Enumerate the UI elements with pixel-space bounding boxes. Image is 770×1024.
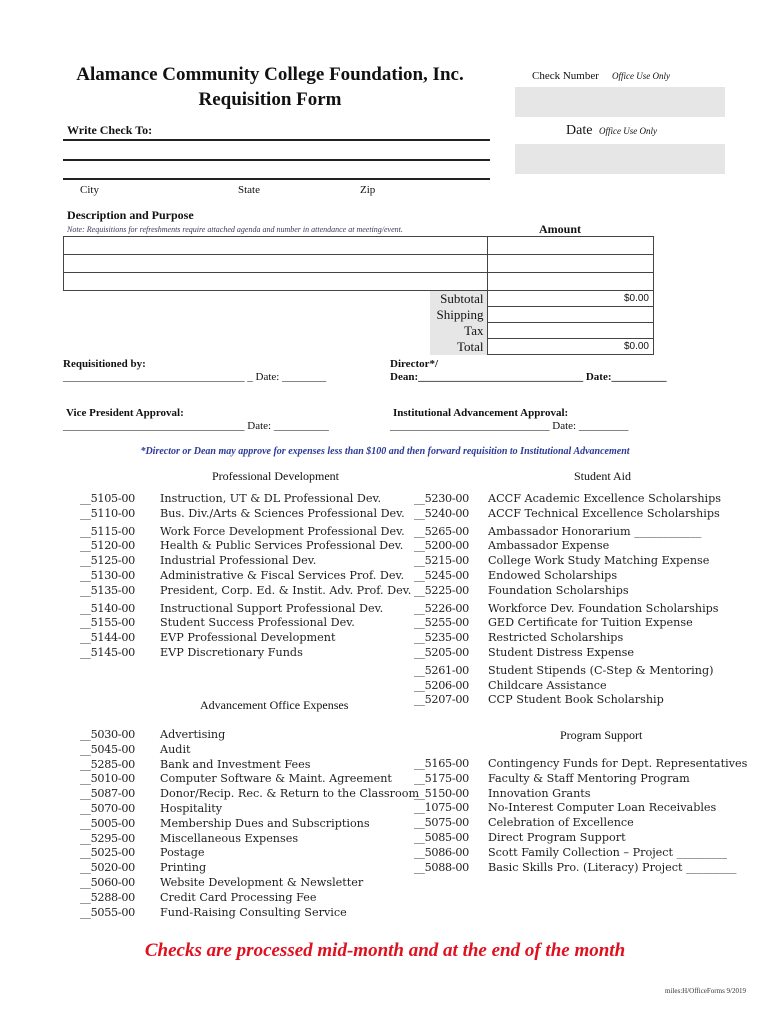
form-title-line1: Alamance Community College Foundation, Inc. bbox=[76, 64, 464, 85]
list-item-label: Instructional Support Professional Dev. bbox=[160, 601, 384, 615]
list-item-code[interactable]: __5150-00 bbox=[414, 786, 469, 800]
list-item-label: Credit Card Processing Fee bbox=[160, 890, 317, 904]
list-item-label: Bank and Investment Fees bbox=[160, 757, 311, 771]
list-item-code[interactable]: __5070-00 bbox=[80, 801, 135, 815]
form-title bbox=[60, 62, 480, 112]
description-cell[interactable] bbox=[64, 255, 488, 273]
date-label: Date bbox=[566, 123, 593, 138]
list-item-label: Advertising bbox=[160, 728, 226, 741]
list-item-code[interactable]: __5175-00 bbox=[414, 771, 469, 785]
list-item-code[interactable]: __5087-00 bbox=[80, 787, 135, 801]
refreshment-note: Note: Requisitions for refreshments require attached agenda and number in attendance at meeting/event. bbox=[67, 225, 403, 234]
list-item-label: Bus. Div./Arts & Sciences Professional Dev. bbox=[160, 506, 405, 520]
list-item-label: Childcare Assistance bbox=[488, 678, 607, 692]
list-item-code[interactable]: __5125-00 bbox=[80, 554, 135, 568]
list-item-code[interactable]: __5207-00 bbox=[414, 693, 469, 707]
list-item-label: Contingency Funds for Dept. Representatives bbox=[488, 757, 748, 770]
shipping-value[interactable] bbox=[488, 307, 654, 323]
list-item-label: Celebration of Excellence bbox=[488, 816, 634, 830]
student-aid-labels bbox=[488, 492, 721, 708]
vp-approval-label: Vice President Approval: bbox=[66, 407, 184, 419]
dean-line[interactable]: Dean:______________________________ Date:__________ bbox=[390, 371, 667, 383]
list-item-code[interactable]: __5245-00 bbox=[414, 568, 469, 582]
professional-development-codes bbox=[80, 492, 135, 661]
list-item-code[interactable]: __1075-00 bbox=[414, 801, 469, 815]
professional-development-labels bbox=[160, 492, 411, 661]
vp-approval-line[interactable]: _________________________________ Date: __________ bbox=[63, 420, 329, 432]
date-field[interactable] bbox=[515, 144, 725, 174]
list-item-label: Computer Software & Maint. Agreement bbox=[160, 772, 392, 786]
list-item-code[interactable]: __5005-00 bbox=[80, 816, 135, 830]
advancement-codes bbox=[80, 728, 135, 920]
list-item-code[interactable]: __5130-00 bbox=[80, 568, 135, 582]
list-item-label: Ambassador Expense bbox=[488, 539, 610, 553]
list-item-label: Foundation Scholarships bbox=[488, 583, 629, 597]
ia-approval-label: Institutional Advancement Approval: bbox=[393, 407, 569, 419]
list-item-label: Faculty & Staff Mentoring Program bbox=[488, 771, 690, 785]
zip-label: Zip bbox=[360, 184, 376, 196]
list-item-label: Administrative & Fiscal Services Prof. Dev. bbox=[160, 568, 405, 582]
list-item-code[interactable]: __5288-00 bbox=[80, 890, 135, 904]
list-item-code[interactable]: __5105-00 bbox=[80, 492, 135, 505]
date-office-use: Office Use Only bbox=[599, 126, 657, 136]
list-item-code[interactable]: __5135-00 bbox=[80, 583, 135, 597]
total-label: Total bbox=[430, 339, 487, 355]
list-item-label: EVP Discretionary Funds bbox=[160, 645, 303, 659]
list-item-code[interactable]: __5265-00 bbox=[414, 524, 469, 538]
list-item-code[interactable]: __5088-00 bbox=[414, 860, 469, 874]
list-item-code[interactable]: __5230-00 bbox=[414, 492, 469, 505]
list-item-code[interactable]: __5010-00 bbox=[80, 772, 135, 786]
description-cell[interactable] bbox=[64, 273, 488, 291]
state-label: State bbox=[238, 184, 260, 196]
list-item-code[interactable]: __5145-00 bbox=[80, 645, 135, 659]
list-item-label: CCP Student Book Scholarship bbox=[488, 693, 664, 707]
list-item-label: Instruction, UT & DL Professional Dev. bbox=[160, 492, 382, 505]
list-item-code[interactable]: __5235-00 bbox=[414, 631, 469, 645]
subtotal-value[interactable]: $0.00 bbox=[488, 291, 654, 307]
amount-heading: Amount bbox=[539, 222, 582, 236]
description-cell[interactable] bbox=[64, 237, 488, 255]
student-aid-heading: Student Aid bbox=[574, 469, 632, 483]
list-item-label: Student Distress Expense bbox=[488, 645, 635, 659]
list-item-code[interactable]: __5225-00 bbox=[414, 583, 469, 597]
list-item-code[interactable]: __5075-00 bbox=[414, 816, 469, 830]
city-label: City bbox=[80, 184, 99, 196]
list-item-code[interactable]: __5045-00 bbox=[80, 742, 135, 756]
approval-footnote: *Director or Dean may approve for expenses less than $100 and then forward requisition to Institutional Advancement bbox=[140, 446, 630, 457]
description-row bbox=[64, 255, 654, 273]
amount-cell[interactable] bbox=[488, 273, 654, 291]
list-item-code[interactable]: __5140-00 bbox=[80, 601, 135, 615]
list-item-code[interactable]: __5165-00 bbox=[414, 757, 469, 770]
list-item-label: EVP Professional Development bbox=[160, 631, 336, 645]
list-item-label: Innovation Grants bbox=[488, 786, 591, 800]
list-item-label: Restricted Scholarships bbox=[488, 631, 624, 645]
list-item-code[interactable]: __5215-00 bbox=[414, 554, 469, 568]
advancement-labels bbox=[160, 728, 419, 920]
list-item-code[interactable]: __5255-00 bbox=[414, 616, 469, 630]
list-item-label: Direct Program Support bbox=[488, 830, 626, 844]
check-number-office-use: Office Use Only bbox=[612, 71, 670, 81]
total-value[interactable]: $0.00 bbox=[488, 339, 654, 355]
list-item-code[interactable]: __5206-00 bbox=[414, 678, 469, 692]
list-item-label: No-Interest Computer Loan Receivables bbox=[488, 801, 717, 815]
check-number-label: Check Number bbox=[532, 70, 599, 82]
revision-stamp: miles:H/OfficeForms 9/2019 bbox=[665, 987, 746, 995]
professional-development-heading: Professional Development bbox=[212, 469, 339, 483]
list-item-label: President, Corp. Ed. & Instit. Adv. Prof. Dev. bbox=[160, 583, 412, 597]
list-item-code[interactable]: __5226-00 bbox=[414, 601, 469, 615]
list-item-label: Audit bbox=[160, 742, 191, 756]
list-item-label: Printing bbox=[160, 861, 207, 875]
list-item-label: GED Certificate for Tuition Expense bbox=[488, 616, 693, 630]
payee-line-3[interactable] bbox=[63, 178, 490, 180]
subtotal-label: Subtotal bbox=[430, 291, 487, 307]
program-support-heading: Program Support bbox=[560, 728, 643, 742]
list-item-label: Website Development & Newsletter bbox=[160, 875, 364, 889]
tax-label: Tax bbox=[430, 323, 487, 339]
list-item-code[interactable]: __5020-00 bbox=[80, 861, 135, 875]
payee-line-2[interactable] bbox=[63, 159, 490, 161]
description-heading: Description and Purpose bbox=[67, 208, 194, 222]
list-item-code[interactable]: __5025-00 bbox=[80, 846, 135, 860]
description-row bbox=[64, 273, 654, 291]
list-item-code[interactable]: __5285-00 bbox=[80, 757, 135, 771]
program-support-labels bbox=[488, 757, 747, 875]
ia-approval-line[interactable]: _____________________________ Date: _________ bbox=[390, 420, 629, 432]
list-item-code[interactable]: __5115-00 bbox=[80, 524, 135, 538]
list-item-code[interactable]: __5261-00 bbox=[414, 663, 469, 677]
description-table bbox=[63, 236, 654, 291]
list-item-code[interactable]: __5110-00 bbox=[80, 506, 135, 520]
requisitioned-by-label: Requisitioned by: bbox=[63, 358, 146, 370]
payee-line-1[interactable] bbox=[63, 139, 490, 141]
list-item-label: Postage bbox=[160, 846, 205, 860]
list-item-label: Membership Dues and Subscriptions bbox=[160, 816, 370, 830]
list-item-code[interactable]: __5086-00 bbox=[414, 845, 469, 859]
list-item-code[interactable]: __5144-00 bbox=[80, 631, 135, 645]
list-item-code[interactable]: __5030-00 bbox=[80, 728, 135, 741]
list-item-label: Work Force Development Professional Dev. bbox=[160, 524, 405, 538]
list-item-code[interactable]: __5120-00 bbox=[80, 539, 135, 553]
list-item-label: Industrial Professional Dev. bbox=[160, 554, 317, 568]
student-aid-codes bbox=[414, 492, 469, 708]
totals-table bbox=[63, 290, 654, 355]
amount-cell[interactable] bbox=[488, 237, 654, 255]
amount-cell[interactable] bbox=[488, 255, 654, 273]
list-item-label: Student Success Professional Dev. bbox=[160, 616, 355, 630]
list-item-code[interactable]: __5055-00 bbox=[80, 905, 135, 919]
list-item-code[interactable]: __5200-00 bbox=[414, 539, 469, 553]
list-item-code[interactable]: __5060-00 bbox=[80, 875, 135, 889]
list-item-label: Scott Family Collection – Project _________ bbox=[488, 845, 727, 859]
write-check-to-label: Write Check To: bbox=[67, 123, 153, 137]
list-item-label: ACCF Technical Excellence Scholarships bbox=[488, 506, 720, 520]
list-item-label: Basic Skills Pro. (Literacy) Project _________ bbox=[488, 860, 737, 874]
tax-value[interactable] bbox=[488, 323, 654, 339]
director-label: Director*/ bbox=[390, 358, 439, 370]
list-item-label: College Work Study Matching Expense bbox=[488, 554, 710, 568]
list-item-label: ACCF Academic Excellence Scholarships bbox=[488, 492, 722, 505]
advancement-heading: Advancement Office Expenses bbox=[200, 698, 349, 712]
shipping-label: Shipping bbox=[430, 307, 487, 323]
list-item-code[interactable]: __5205-00 bbox=[414, 645, 469, 659]
list-item-code[interactable]: __5155-00 bbox=[80, 616, 135, 630]
description-row bbox=[64, 237, 654, 255]
processing-notice: Checks are processed mid-month and at the end of the month bbox=[144, 940, 626, 961]
list-item-label: Health & Public Services Professional Dev. bbox=[160, 539, 404, 553]
requisitioned-by-line[interactable]: _________________________________ _ Date: ________ bbox=[63, 371, 327, 383]
program-support-codes bbox=[414, 757, 469, 875]
form-title-line2: Requisition Form bbox=[198, 89, 342, 110]
list-item-label: Miscellaneous Expenses bbox=[160, 831, 299, 845]
list-item-label: Student Stipends (C-Step & Mentoring) bbox=[488, 663, 714, 677]
list-item-label: Hospitality bbox=[160, 801, 223, 815]
list-item-label: Fund-Raising Consulting Service bbox=[160, 905, 347, 919]
list-item-label: Ambassador Honorarium ____________ bbox=[488, 524, 702, 538]
list-item-label: Workforce Dev. Foundation Scholarships bbox=[488, 601, 719, 615]
list-item-code[interactable]: __5240-00 bbox=[414, 506, 469, 520]
list-item-code[interactable]: __5085-00 bbox=[414, 830, 469, 844]
list-item-code[interactable]: __5295-00 bbox=[80, 831, 135, 845]
check-number-field[interactable] bbox=[515, 87, 725, 117]
list-item-label: Endowed Scholarships bbox=[488, 568, 618, 582]
list-item-label: Donor/Recip. Rec. & Return to the Classroom bbox=[160, 787, 420, 801]
